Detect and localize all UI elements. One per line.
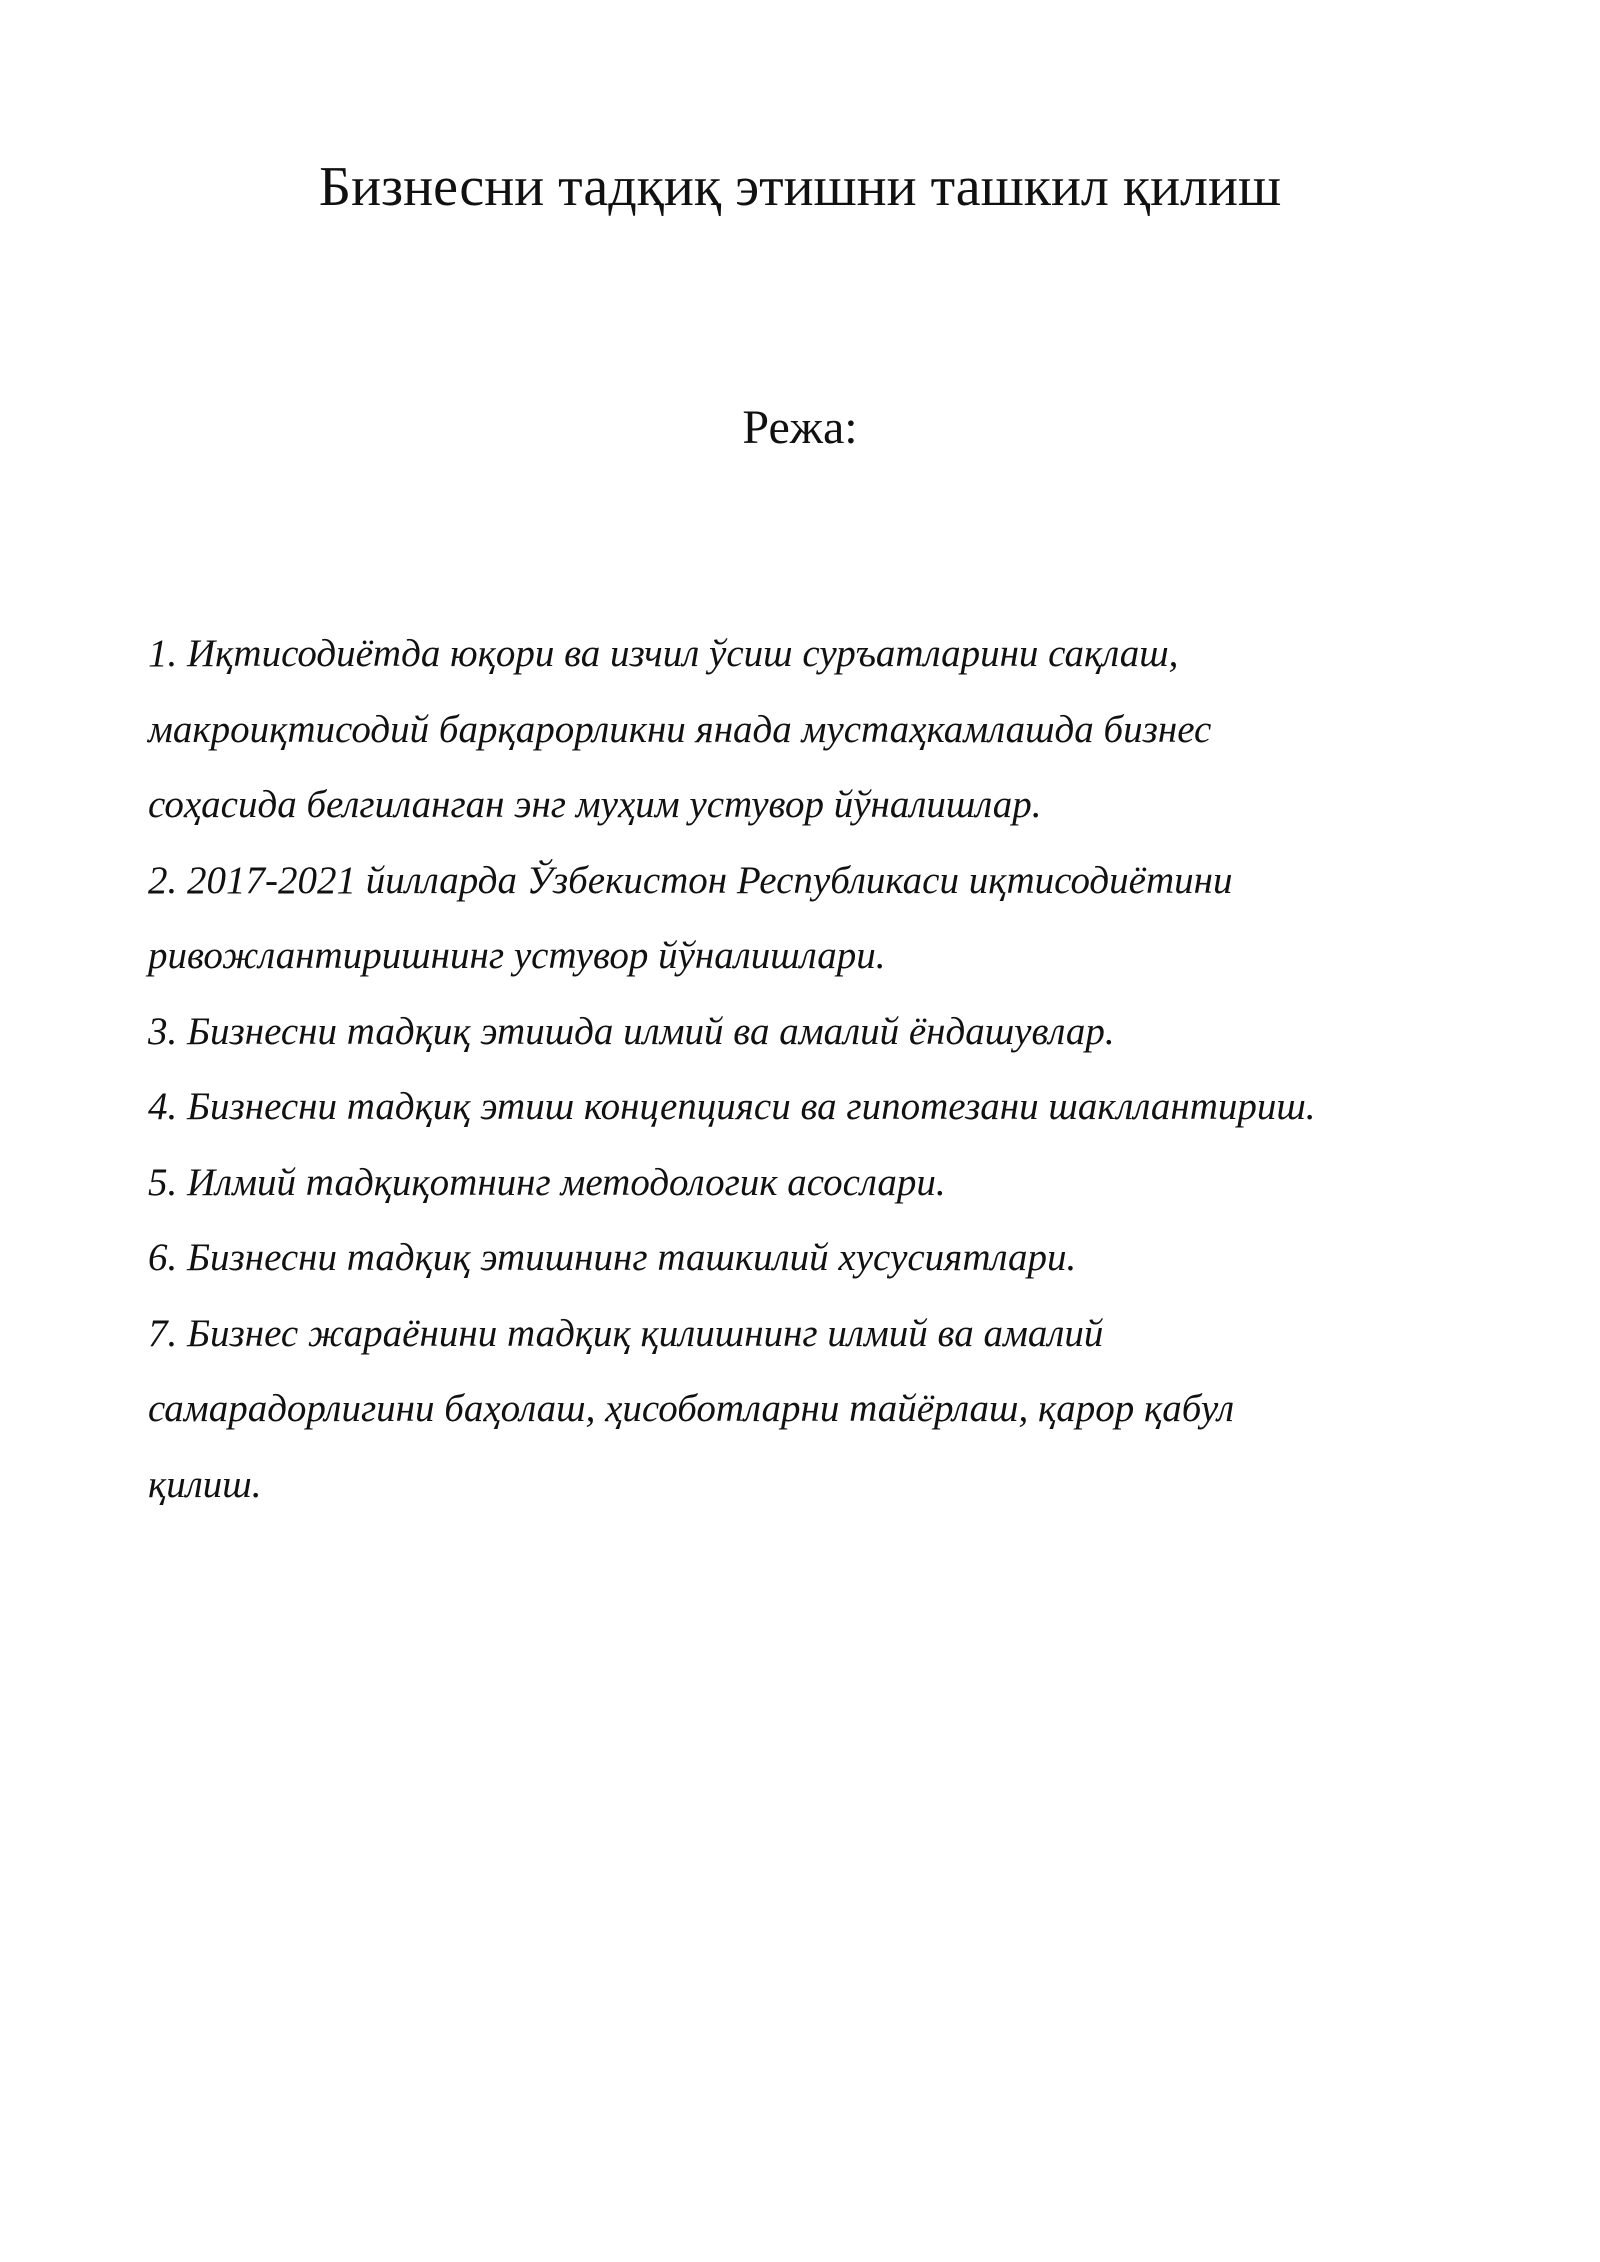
plan-item-7-line-1: 7. Бизнес жараёнини тадқиқ қилишнинг илмий ва амалий <box>148 1311 1104 1355</box>
plan-item-1-line-2: макроиқтисодий барқарорликни янада мустаҳкамлашда бизнес <box>148 707 1212 751</box>
plan-item-7-line-2: самарадорлигини баҳолаш, ҳисоботларни тайёрлаш, қарор қабул <box>148 1387 1235 1430</box>
plan-item-1-line-3: соҳасида белгиланган энг муҳим устувор йўналишлар. <box>148 783 1042 826</box>
plan-heading: Режа: <box>742 401 858 454</box>
plan-list <box>148 616 1478 1522</box>
plan-item-2-line-2: ривожлантиришнинг устувор йўналишлари. <box>148 934 886 977</box>
plan-item-3: 3. Бизнесни тадқиқ этишда илмий ва амалий ёндашувлар. <box>148 1009 1115 1053</box>
plan-item-6: 6. Бизнесни тадқиқ этишнинг ташкилий хусусиятлари. <box>148 1236 1077 1279</box>
document-title: Бизнесни тадқиқ этишни ташкил қилиш <box>318 156 1282 218</box>
plan-item-1-line-1: 1. Иқтисодиётда юқори ва изчил ўсиш суръатларини сақлаш, <box>148 632 1179 675</box>
plan-item-4: 4. Бизнесни тадқиқ этиш концепцияси ва гипотезани шакллантириш. <box>148 1085 1316 1128</box>
plan-item-2-line-1: 2. 2017-2021 йилларда Ўзбекистон Республикаси иқтисодиётини <box>148 858 1233 902</box>
plan-item-5: 5. Илмий тадқиқотнинг методологик асослари. <box>148 1160 946 1204</box>
plan-item-7-line-3: қилиш. <box>148 1462 262 1506</box>
